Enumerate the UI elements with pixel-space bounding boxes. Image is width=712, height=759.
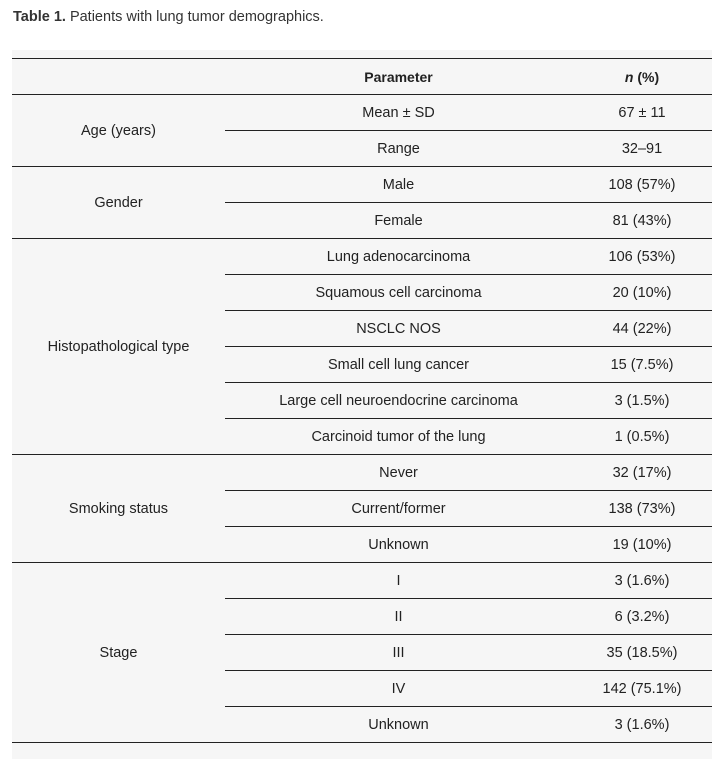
- parameter-cell: Squamous cell carcinoma: [225, 275, 572, 311]
- header-group: [12, 59, 225, 95]
- table-caption-text: Patients with lung tumor demographics.: [65, 9, 324, 25]
- table-header-row: [12, 59, 712, 95]
- n-percent-cell: 3 (1.5%): [572, 383, 712, 419]
- n-percent-cell: 32–91: [572, 131, 712, 167]
- demographics-table: [12, 58, 712, 743]
- parameter-cell: Large cell neuroendocrine carcinoma: [225, 383, 572, 419]
- n-percent-cell: 67 ± 11: [572, 95, 712, 131]
- group-label: Gender: [12, 167, 225, 239]
- parameter-cell: IV: [225, 671, 572, 707]
- n-percent-cell: 19 (10%): [572, 527, 712, 563]
- table-body: [12, 95, 712, 743]
- group-label: Histopathological type: [12, 239, 225, 455]
- parameter-cell: Female: [225, 203, 572, 239]
- n-percent-cell: 35 (18.5%): [572, 635, 712, 671]
- table-row: [12, 95, 712, 131]
- parameter-cell: Never: [225, 455, 572, 491]
- parameter-cell: Current/former: [225, 491, 572, 527]
- table-row: [12, 563, 712, 599]
- parameter-cell: Male: [225, 167, 572, 203]
- parameter-cell: Range: [225, 131, 572, 167]
- n-percent-cell: 106 (53%): [572, 239, 712, 275]
- parameter-cell: I: [225, 563, 572, 599]
- header-n-rest: (%): [633, 68, 660, 85]
- n-percent-cell: 3 (1.6%): [572, 707, 712, 743]
- n-percent-cell: 6 (3.2%): [572, 599, 712, 635]
- n-percent-cell: 1 (0.5%): [572, 419, 712, 455]
- table-caption-label: Table 1.: [13, 9, 66, 25]
- parameter-cell: Unknown: [225, 707, 572, 743]
- parameter-cell: Lung adenocarcinoma: [225, 239, 572, 275]
- n-percent-cell: 44 (22%): [572, 311, 712, 347]
- table-caption: [13, 8, 324, 26]
- n-percent-cell: 108 (57%): [572, 167, 712, 203]
- table-row: [12, 239, 712, 275]
- table-row: [12, 455, 712, 491]
- table-row: [12, 167, 712, 203]
- header-n-percent: [572, 59, 712, 95]
- n-percent-cell: 20 (10%): [572, 275, 712, 311]
- group-label: Stage: [12, 563, 225, 743]
- parameter-cell: Mean ± SD: [225, 95, 572, 131]
- group-label: Smoking status: [12, 455, 225, 563]
- n-percent-cell: 15 (7.5%): [572, 347, 712, 383]
- group-label: Age (years): [12, 95, 225, 167]
- parameter-cell: II: [225, 599, 572, 635]
- n-percent-cell: 142 (75.1%): [572, 671, 712, 707]
- parameter-cell: Carcinoid tumor of the lung: [225, 419, 572, 455]
- parameter-cell: NSCLC NOS: [225, 311, 572, 347]
- parameter-cell: Unknown: [225, 527, 572, 563]
- n-percent-cell: 3 (1.6%): [572, 563, 712, 599]
- n-percent-cell: 81 (43%): [572, 203, 712, 239]
- n-percent-cell: 32 (17%): [572, 455, 712, 491]
- parameter-cell: Small cell lung cancer: [225, 347, 572, 383]
- header-parameter: Parameter: [225, 59, 572, 95]
- parameter-cell: III: [225, 635, 572, 671]
- header-n-italic: n: [624, 68, 634, 85]
- n-percent-cell: 138 (73%): [572, 491, 712, 527]
